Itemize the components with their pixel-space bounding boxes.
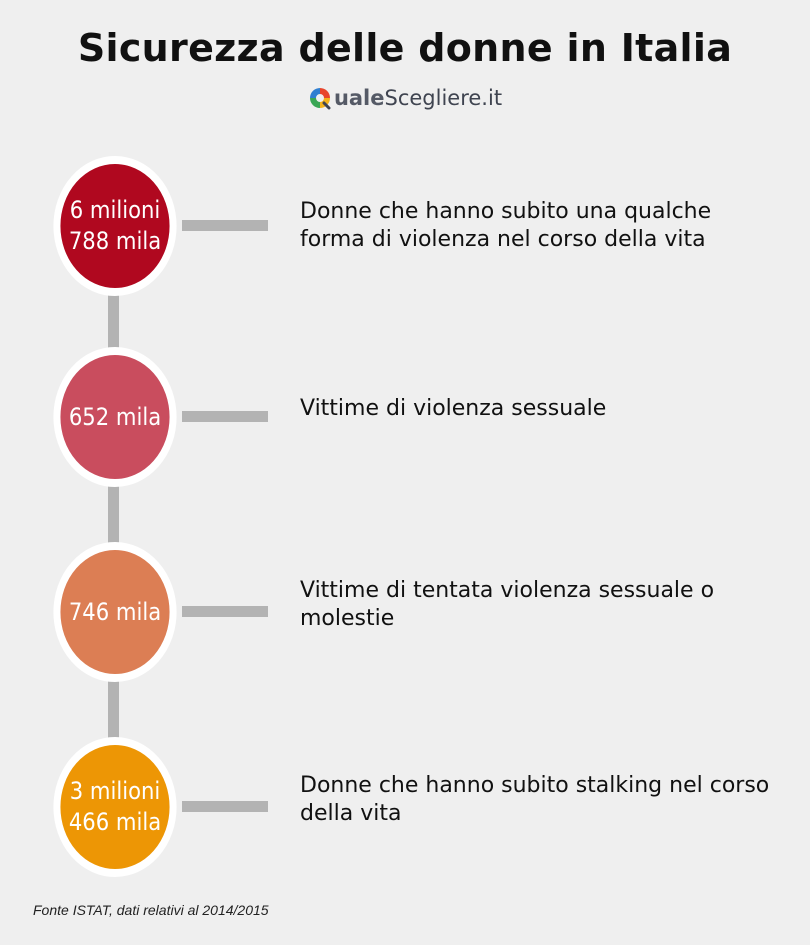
connector-bar [182,606,268,617]
stat-label: Vittime di tentata violenza sessuale o molestie [300,578,715,631]
connector-bar [182,411,268,422]
stat-item-stalking [0,737,810,877]
stat-value-line: 466 mila [68,808,162,836]
brand-name-bold: uale [333,86,385,110]
stat-item-violence [0,156,810,296]
stat-label: Vittime di violenza sessuale [300,396,607,421]
page-title: Sicurezza delle donne in Italia [77,26,733,70]
connector-bar [182,801,268,812]
stat-circle [53,737,176,877]
stat-value-line: 3 milioni [69,777,161,805]
brand-logo [0,86,810,110]
stat-circle [53,156,176,296]
stat-circle [53,347,176,487]
stat-value-line: 746 mila [68,597,162,626]
stat-circle [53,542,176,682]
stat-label: Donne che hanno subito stalking nel corso della vita [300,773,770,826]
stat-value-line: 6 milioni [69,196,161,224]
stat-value-line: 652 mila [68,402,162,431]
stat-item-sexual-violence [0,347,810,487]
q-logo-icon [308,86,332,110]
timeline-connector [108,230,119,810]
source-note: Fonte ISTAT, dati relativi al 2014/2015 [33,902,269,918]
connector-bar [182,220,268,231]
stat-item-attempted-violence [0,542,810,682]
brand-name-light: Scegliere.it [384,86,503,110]
stat-value-line: 788 mila [68,227,162,255]
stat-label: Donne che hanno subito una qualche forma di violenza nel corso della vita [300,199,712,252]
